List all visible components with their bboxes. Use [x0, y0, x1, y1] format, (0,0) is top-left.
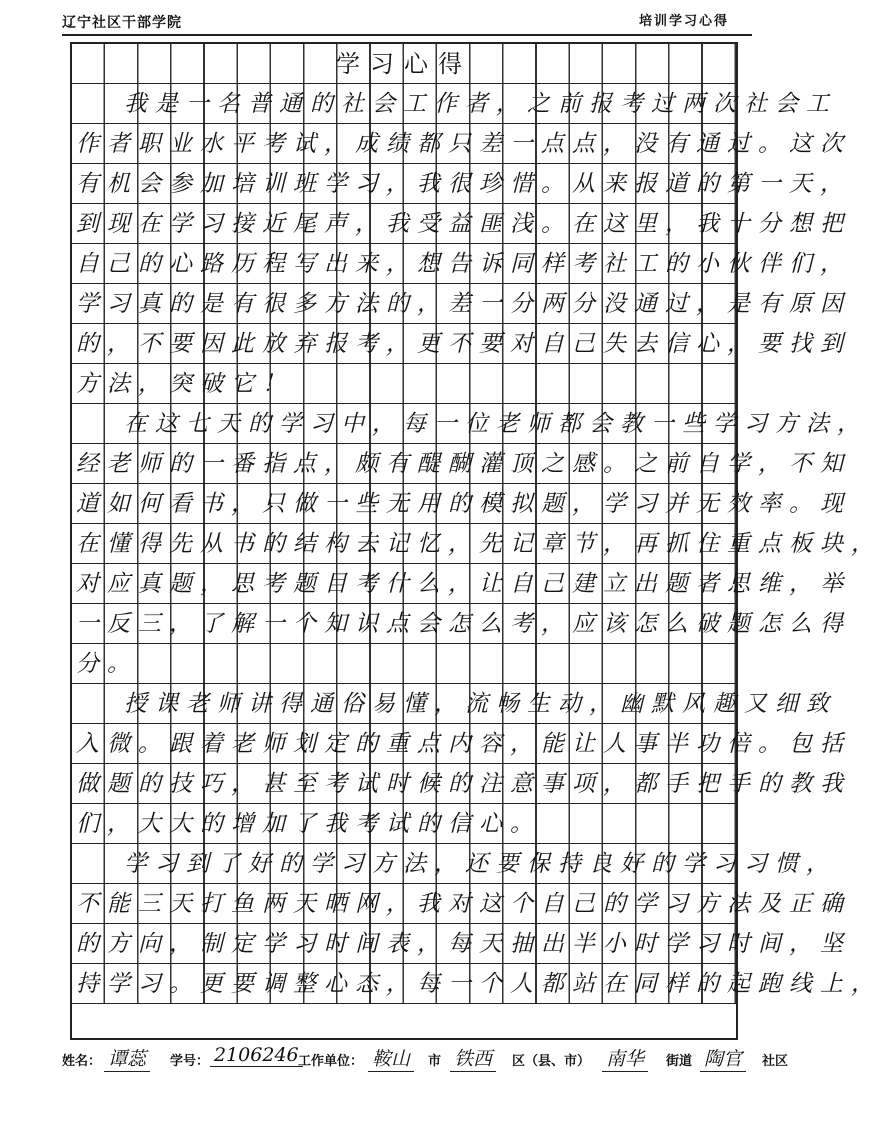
essay-line — [72, 124, 851, 164]
author-info-footer — [62, 1040, 789, 1080]
essay-line — [72, 604, 851, 644]
essay-line — [72, 404, 868, 444]
essay-line-text: 作者职业水平考试，成绩都只差一点点，没有通过。这次 — [76, 131, 851, 157]
essay-line — [72, 924, 851, 964]
essay-line-text: 有机会参加培训班学习，我很珍惜。从来报道的第一天， — [76, 171, 851, 197]
manuscript-grid-sheet — [70, 42, 882, 1040]
essay-line-text: 对应真题，思考题目考什么，让自己建立出题者思维，举 — [76, 571, 851, 597]
essay-line-text: 我是一名普通的社会工作者，之前报考过两次社会工 — [124, 91, 837, 117]
header-rule — [62, 34, 752, 36]
essay-line — [72, 484, 851, 524]
essay-line — [72, 644, 736, 684]
essay-line-text: 分。 — [76, 651, 138, 677]
essay-line — [72, 324, 851, 364]
essay-line — [72, 84, 837, 124]
name-value: 谭蕊 — [104, 1044, 150, 1072]
essay-line-text: 做题的技巧，甚至考试时候的注意事项，都手把手的教我 — [76, 771, 851, 797]
essay-line-text: 授课老师讲得通俗易懂，流畅生动，幽默风趣又细致 — [124, 691, 837, 717]
city-value: 鞍山 — [368, 1044, 414, 1072]
essay-line-text: 持学习。更要调整心态，每一个人都站在同样的起跑线上， — [76, 971, 882, 997]
essay-line — [72, 684, 837, 724]
name-label: 姓名： — [62, 1054, 102, 1069]
essay-line — [72, 844, 837, 884]
essay-title: 学习心得 — [336, 50, 472, 78]
essay-line — [72, 444, 851, 484]
essay-line — [72, 804, 736, 844]
work-unit-label: 工作单位： — [298, 1054, 364, 1069]
essay-line-text: 在这七天的学习中，每一位老师都会教一些学习方法， — [124, 411, 868, 437]
community-value: 陶官 — [700, 1044, 746, 1072]
essay-line-text: 在懂得先从书的结构去记忆，先记章节，再抓住重点板块， — [76, 531, 882, 557]
essay-line — [72, 964, 882, 1004]
essay-line-text: 经老师的一番指点，颇有醍醐灌顶之感。之前自学，不知 — [76, 451, 851, 477]
essay-line — [72, 164, 851, 204]
essay-line — [72, 364, 736, 404]
essay-line-text: 们，大大的增加了我考试的信心。 — [76, 811, 541, 837]
essay-line-text: 不能三天打鱼两天晒网，我对这个自己的学习方法及正确 — [76, 891, 851, 917]
essay-title-row — [72, 44, 736, 84]
essay-line — [72, 724, 851, 764]
essay-line — [72, 284, 851, 324]
essay-line-text: 方法，突破它！ — [76, 371, 293, 397]
essay-line-text: 的，不要因此放弃报考，更不要对自己失去信心，要找到 — [76, 331, 851, 357]
essay-line — [72, 204, 851, 244]
essay-line-text: 学习真的是有很多方法的，差一分两分没通过，是有原因 — [76, 291, 851, 317]
district-suffix: 区（县、市） — [512, 1054, 591, 1069]
document-type: 培训学习心得 — [638, 14, 729, 29]
city-suffix: 市 — [428, 1054, 442, 1069]
essay-line-text: 入微。跟着老师划定的重点内容，能让人事半功倍。包括 — [76, 731, 851, 757]
school-name: 辽宁社区干部学院 — [62, 15, 182, 31]
essay-line-text: 道如何看书，只做一些无用的模拟题，学习并无效率。现 — [76, 491, 851, 517]
essay-line-text: 一反三，了解一个知识点会怎么考，应该怎么破题怎么得 — [76, 611, 851, 637]
essay-line-text: 的方向，制定学习时间表，每天抽出半小时学习时间，坚 — [76, 931, 851, 957]
district-value: 铁西 — [450, 1044, 496, 1072]
essay-line-text: 到现在学习接近尾声，我受益匪浅。在这里，我十分想把 — [76, 211, 851, 237]
essay-line-text: 自己的心路历程写出来，想告诉同样考社工的小伙伴们， — [76, 251, 851, 277]
essay-line — [72, 244, 851, 284]
street-value: 南华 — [602, 1044, 648, 1072]
street-suffix: 街道 — [666, 1054, 693, 1069]
essay-line — [72, 564, 851, 604]
page-header — [0, 0, 799, 40]
essay-line — [72, 884, 851, 924]
essay-line — [72, 524, 882, 564]
essay-line-text: 学习到了好的学习方法，还要保持良好的学习习惯， — [124, 851, 837, 877]
student-id-label: 学号： — [170, 1054, 210, 1069]
student-id-value: 2106246 — [210, 1044, 303, 1067]
community-suffix: 社区 — [762, 1054, 789, 1069]
essay-line — [72, 764, 851, 804]
